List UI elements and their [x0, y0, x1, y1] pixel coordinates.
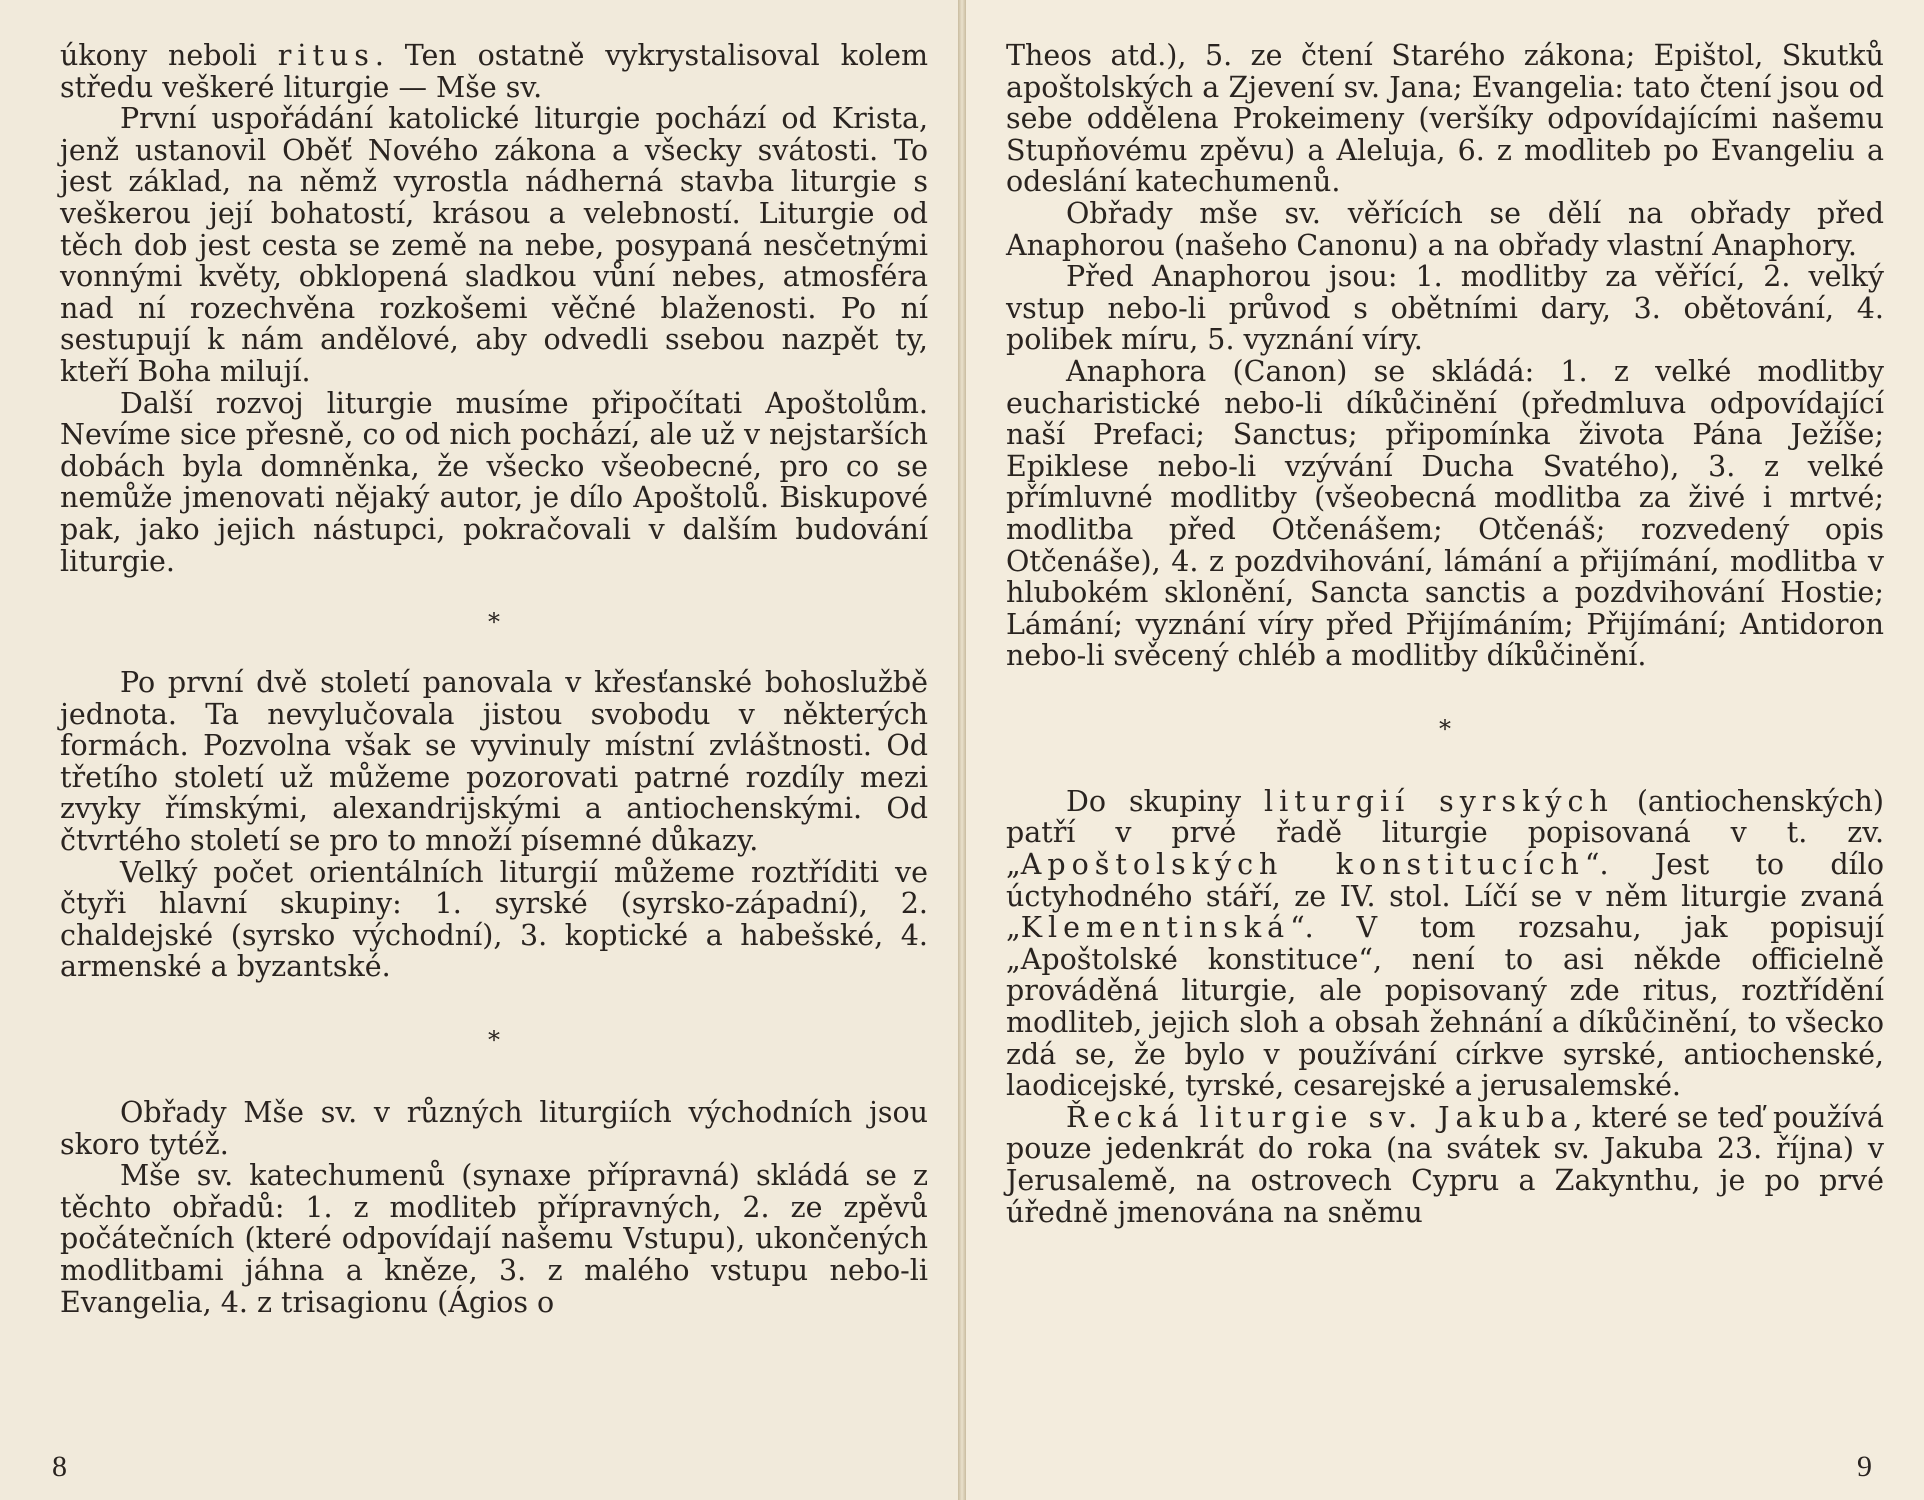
paragraph: Theos atd.), 5. ze čtení Starého zákona; Epištol, Skutků apoštolských a Zjevení sv. Jana; Evangelia: tato čtení jsou od sebe oddělena Prokeimeny (veršíky odpovídajícími našemu Stupňovému zpěvu) a Aleluja, 6. z modliteb po Evangeliu a odeslání katechumenů.	[1006, 39, 1884, 199]
page-number: 8	[52, 1450, 67, 1483]
paragraph: Velký počet orientálních liturgií můžeme roztříditi ve čtyři hlavní skupiny: 1. syrské (syrsko-západní), 2. chaldejské (syrsko východní), 3. koptické a habešské, 4. armenské a byzantské.	[60, 855, 928, 984]
left-page	[0, 0, 958, 1500]
section-separator: *	[488, 1026, 500, 1055]
right-page-text	[1006, 40, 1884, 1228]
paragraph: Před Anaphorou jsou: 1. modlitby za věřící, 2. velký vstup nebo-li průvod s obětními dary, 3. obětování, 4. polibek míru, 5. vyznání víry.	[1006, 260, 1884, 357]
section-separator: *	[1439, 714, 1451, 743]
paragraph: Anaphora (Canon) se skládá: 1. z velké modlitby eucharistické nebo-li díkůčinění (předmluva odpovídající naší Prefaci; Sanctus; připomínka života Pána Ježíše; Epiklese nebo-li vzývání Ducha Svatého), 3. z velké přímluvné modlitby (všeobecná modlitba za živé i mrtvé; modlitba před Otčenášem; Otčenáš; rozvedený opis Otčenáše), 4. z pozdvihování, lámání a přijímání, modlitba v hlubokém sklonění, Sancta sanctis a pozdvihování Hostie; Lámání; vyznání víry před Přijímáním; Přijímání; Antidoron nebo-li svěcený chléb a modlitby díkůčinění.	[1006, 354, 1884, 673]
book-gutter	[958, 0, 966, 1500]
paragraph: Řecká liturgie sv. Jakuba, které se teď používá pouze jedenkrát do roka (na svátek sv. Jakuba 23. října) v Jerusalemě, na ostrovech Cypru a Zakynthu, je po prvé úředně jmenována na sněmu	[1006, 1100, 1884, 1229]
paragraph: Další rozvoj liturgie musíme připočítati Apoštolům. Nevíme sice přesně, co od nich pochází, ale už v nejstarších dobách byla domněnka, že všecko všeobecné, pro co se nemůže jmenovati nějaký autor, je dílo Apoštolů. Biskupové pak, jako jejich nástupci, pokračovali v dalším budování liturgie.	[60, 386, 928, 578]
paragraph: Mše sv. katechumenů (synaxe přípravná) skládá se z těchto obřadů: 1. z modliteb přípravných, 2. ze zpěvů počátečních (které odpovídají našemu Vstupu), ukončených modlitbami jáhna a kněze, 3. z malého vstupu nebo-li Evangelia, 4. z trisagionu (Ágios o	[60, 1159, 928, 1319]
paragraph: První uspořádání katolické liturgie pochází od Krista, jenž ustanovil Oběť Nového zákona a všecky svátosti. To jest základ, na němž vyrostla nádherná stavba liturgie s veškerou její bohatostí, krásou a velebností. Liturgie od těch dob jest cesta se země na nebe, posypaná nesčetnými vonnými květy, obklopená sladkou vůní nebes, atmosféra nad ní rozechvěna rozkošemi věčné blaženosti. Po ní sestupují k nám andělové, aby odvedli ssebou nazpět ty, kteří Boha milují.	[60, 102, 928, 388]
paragraph: Do skupiny liturgií syrských (antiochenských) patří v prvé řadě liturgie popisovaná v t. zv. „Apoštolských konstitucích“. Jest to dílo úctyhodného stáří, ze IV. stol. Líčí se v něm liturgie zvaná „Klementinská“. V tom rozsahu, jak popisují „Apoštolské konstituce“, není to asi někde officielně prováděná liturgie, ale popisovaný zde ritus, roztřídění modliteb, jejich sloh a obsah žehnání a díkůčinění, to všecko zdá se, že bylo v používání církve syrské, antiochenské, laodicejské, tyrské, cesarejské a jerusalemské.	[1006, 784, 1885, 1103]
paragraph: Obřady mše sv. věřících se dělí na obřady před Anaphorou (našeho Canonu) a na obřady vlastní Anaphory.	[1006, 196, 1884, 262]
page-number: 9	[1857, 1450, 1872, 1483]
left-page-text	[60, 40, 928, 1318]
right-page	[966, 0, 1924, 1500]
paragraph: Po první dvě století panovala v křesťanské bohoslužbě jednota. Ta nevylučovala jistou svobodu v některých formách. Pozvolna však se vyvinuly místní zvláštnosti. Od třetího století už můžeme pozorovati patrné rozdíly mezi zvyky římskými, alexandrijskými a antiochenskými. Od čtvrtého století se pro to množí písemné důkazy.	[60, 666, 928, 858]
paragraph: Obřady Mše sv. v různých liturgiích východních jsou skoro tytéž.	[60, 1096, 928, 1161]
section-separator: *	[488, 608, 500, 637]
paragraph: úkony neboli ritus. Ten ostatně vykrystalisoval kolem středu veškeré liturgie — Mše sv.	[60, 39, 928, 104]
